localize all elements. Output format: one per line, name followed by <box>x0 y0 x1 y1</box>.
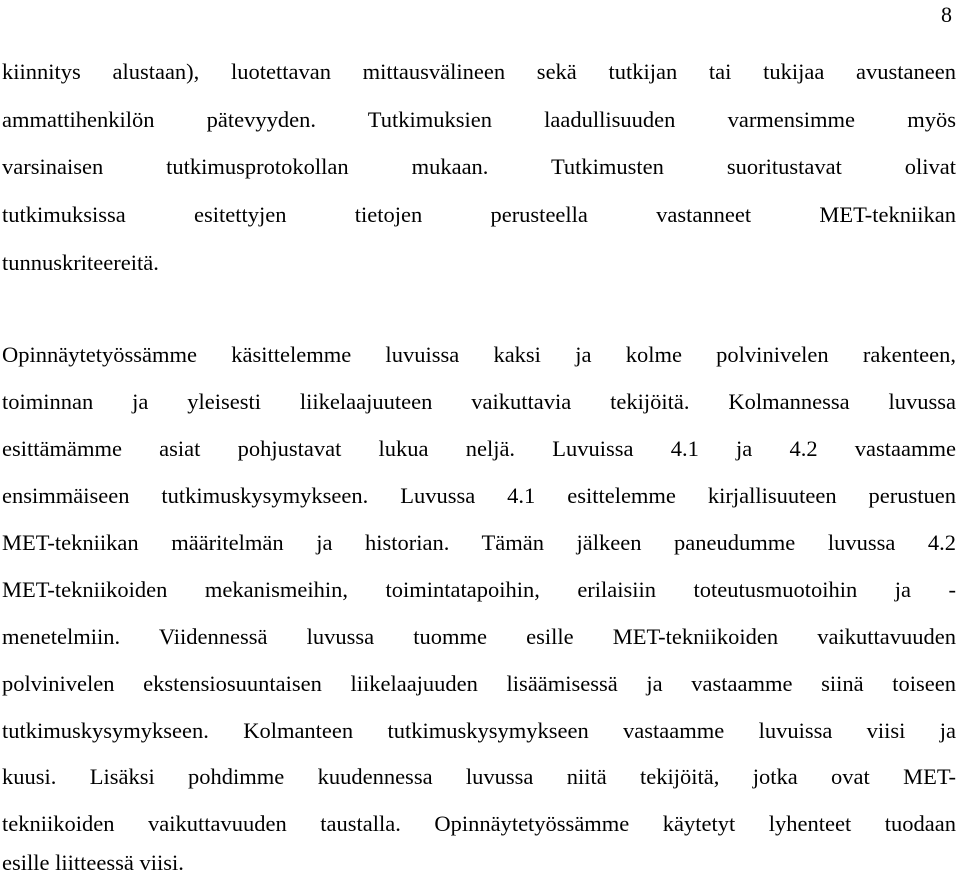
text-line: ensimmäiseen tutkimuskysymykseen. Luvussa 4.1 esittelemme kirjallisuuteen perustuen <box>2 483 956 508</box>
text-line: tunnuskriteereitä. <box>2 250 159 275</box>
text-line: tutkimuskysymykseen. Kolmanteen tutkimuskysymykseen vastaamme luvuissa viisi ja <box>2 718 956 743</box>
text-line: ammattihenkilön pätevyyden. Tutkimuksien laadullisuuden varmensimme myös <box>2 107 956 132</box>
text-line: tekniikoiden vaikuttavuuden taustalla. Opinnäytetyössämme käytetyt lyhenteet tuodaan <box>2 811 956 836</box>
text-line: MET-tekniikan määritelmän ja historian. Tämän jälkeen paneudumme luvussa 4.2 <box>2 530 956 555</box>
text-line: menetelmiin. Viidennessä luvussa tuomme esille MET-tekniikoiden vaikuttavuuden <box>2 624 956 649</box>
text-line: kuusi. Lisäksi pohdimme kuudennessa luvussa niitä tekijöitä, jotka ovat MET- <box>2 764 956 789</box>
text-line: esille liitteessä viisi. <box>2 850 184 875</box>
text-line: toiminnan ja yleisesti liikelaajuuteen vaikuttavia tekijöitä. Kolmannessa luvussa <box>2 389 956 414</box>
text-line: MET-tekniikoiden mekanismeihin, toimintatapoihin, erilaisiin toteutusmuotoihin ja - <box>2 577 956 602</box>
text-line: esittämämme asiat pohjustavat lukua neljä. Luvuissa 4.1 ja 4.2 vastaamme <box>2 436 956 461</box>
text-line: Opinnäytetyössämme käsittelemme luvuissa kaksi ja kolme polvinivelen rakenteen, <box>2 342 956 367</box>
text-line: polvinivelen ekstensiosuuntaisen liikelaajuuden lisäämisessä ja vastaamme siinä toiseen <box>2 671 956 696</box>
page-number: 8 <box>941 2 952 27</box>
text-line: kiinnitys alustaan), luotettavan mittausvälineen sekä tutkijan tai tukijaa avustaneen <box>2 59 956 84</box>
text-line: varsinaisen tutkimusprotokollan mukaan. Tutkimusten suoritustavat olivat <box>2 154 956 179</box>
text-line: tutkimuksissa esitettyjen tietojen perusteella vastanneet MET-tekniikan <box>2 202 956 227</box>
